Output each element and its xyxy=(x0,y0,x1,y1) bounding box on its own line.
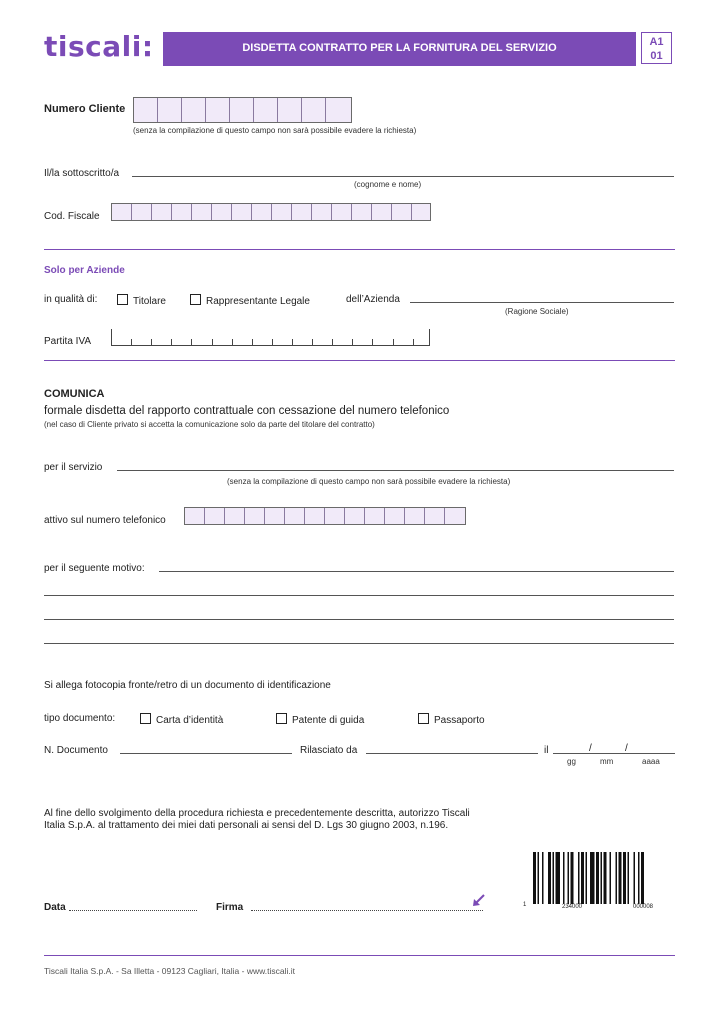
section-divider-1 xyxy=(44,249,675,250)
aziende-heading: Solo per Aziende xyxy=(44,265,125,276)
firma-field[interactable] xyxy=(251,910,483,911)
barcode-mid-digits: 234000 xyxy=(562,904,583,910)
azienda-field[interactable] xyxy=(410,302,674,303)
date-slash-2: / xyxy=(625,743,628,754)
barcode-bar xyxy=(604,852,607,904)
barcode xyxy=(533,852,675,904)
servizio-field[interactable] xyxy=(117,470,674,471)
numero-telefonico-label: attivo sul numero telefonico xyxy=(44,515,166,526)
patente-label: Patente di guida xyxy=(292,715,365,726)
barcode-right-digits: 000008 xyxy=(633,904,654,910)
tipo-documento-label: tipo documento: xyxy=(44,713,116,724)
sottoscritto-note: (cognome e nome) xyxy=(354,180,422,189)
passaporto-checkbox[interactable] xyxy=(418,713,429,724)
barcode-bar xyxy=(548,852,551,904)
barcode-left-digit: 1 xyxy=(523,902,527,908)
numero-cliente-label: Numero Cliente xyxy=(44,103,126,115)
data-field[interactable] xyxy=(69,910,197,911)
sottoscritto-field[interactable] xyxy=(132,176,674,177)
page-title: DISDETTA CONTRATTO PER LA FORNITURA DEL SERVIZIO xyxy=(242,42,557,54)
passaporto-label: Passaporto xyxy=(434,715,485,726)
servizio-label: per il servizio xyxy=(44,462,103,473)
form-code-line1: A1 xyxy=(649,36,664,48)
ragione-sociale-note: (Ragione Sociale) xyxy=(505,307,569,316)
rilasciato-label: Rilasciato da xyxy=(300,745,358,756)
patente-checkbox[interactable] xyxy=(276,713,287,724)
carta-identita-label: Carta d’identità xyxy=(156,715,224,726)
rappresentante-label: Rappresentante Legale xyxy=(206,296,310,307)
date-slash-1: / xyxy=(589,743,592,754)
n-documento-label: N. Documento xyxy=(44,745,108,756)
motivo-label: per il seguente motivo: xyxy=(44,563,145,574)
titolare-checkbox[interactable] xyxy=(117,294,128,305)
servizio-note: (senza la compilazione di questo campo non sarà possibile evadere la richiesta) xyxy=(227,477,511,486)
motivo-field-3[interactable] xyxy=(44,619,674,620)
comunica-heading: COMUNICA xyxy=(44,388,105,400)
numero-telefonico-field[interactable] xyxy=(184,507,466,525)
titolare-label: Titolare xyxy=(133,296,166,307)
qualita-label: in qualità di: xyxy=(44,294,98,305)
barcode-bar xyxy=(590,852,595,904)
comunica-line2: (nel caso di Cliente privato si accetta la comunicazione solo da parte del titolare del contratto) xyxy=(44,420,375,429)
n-documento-field[interactable] xyxy=(120,753,292,754)
carta-identita-option[interactable] xyxy=(140,713,223,726)
rappresentante-checkbox[interactable] xyxy=(190,294,201,305)
barcode-bar xyxy=(601,852,603,904)
patente-option[interactable] xyxy=(276,713,364,726)
barcode-bar xyxy=(568,852,570,904)
barcode-bar xyxy=(563,852,565,904)
barcode-bar xyxy=(628,852,630,904)
data-rilascio-label: il xyxy=(544,745,549,756)
barcode-bar xyxy=(641,852,644,904)
barcode-bar xyxy=(533,852,536,904)
footer-divider xyxy=(44,955,675,956)
cod-fiscale-label: Cod. Fiscale xyxy=(44,211,100,222)
barcode-bar xyxy=(553,852,555,904)
privacy-line2: Italia S.p.A. al trattamento dei miei dati personali ai sensi del D. Lgs 30 giugno 2003, n.196. xyxy=(44,820,449,831)
motivo-field-1[interactable] xyxy=(159,571,674,572)
form-code-line2: 01 xyxy=(650,50,663,62)
barcode-bar xyxy=(596,852,599,904)
barcode-bar xyxy=(556,852,561,904)
gg-label: gg xyxy=(567,757,576,766)
barcode-bar xyxy=(634,852,636,904)
numero-cliente-note: (senza la compilazione di questo campo non sarà possibile evadere la richiesta) xyxy=(133,126,417,135)
barcode-bar xyxy=(623,852,626,904)
barcode-bar xyxy=(610,852,612,904)
titolare-option[interactable] xyxy=(117,294,166,307)
barcode-bar xyxy=(581,852,584,904)
barcode-bar xyxy=(571,852,574,904)
azienda-label: dell’Azienda xyxy=(346,294,400,305)
barcode-bar xyxy=(619,852,622,904)
tiscali-logo: tiscali: xyxy=(44,30,154,63)
carta-identita-checkbox[interactable] xyxy=(140,713,151,724)
passaporto-option[interactable] xyxy=(418,713,485,726)
barcode-bar xyxy=(542,852,544,904)
sottoscritto-label: Il/la sottoscritto/a xyxy=(44,168,120,179)
aaaa-label: aaaa xyxy=(642,757,660,766)
barcode-bar xyxy=(578,852,580,904)
barcode-bar xyxy=(586,852,588,904)
mm-label: mm xyxy=(600,757,614,766)
privacy-line1: Al fine dello svolgimento della procedura richiesta e precedentemente descritta, autorizzo Tiscali xyxy=(44,808,470,819)
cod-fiscale-field[interactable] xyxy=(111,203,431,221)
barcode-bar xyxy=(616,852,618,904)
sign-here-arrow-icon xyxy=(472,893,486,907)
partita-iva-field[interactable] xyxy=(111,329,430,346)
data-rilascio-field[interactable] xyxy=(553,753,675,754)
footer-text: Tiscali Italia S.p.A. - Sa Illetta - 09123 Cagliari, Italia - www.tiscali.it xyxy=(44,966,295,976)
rappresentante-option[interactable] xyxy=(190,294,310,307)
rilasciato-field[interactable] xyxy=(366,753,538,754)
form-code-box xyxy=(641,32,672,64)
numero-cliente-field[interactable] xyxy=(133,97,352,123)
motivo-field-4[interactable] xyxy=(44,643,674,644)
motivo-field-2[interactable] xyxy=(44,595,674,596)
section-divider-2 xyxy=(44,360,675,361)
barcode-bar xyxy=(538,852,540,904)
allega-text: Si allega fotocopia fronte/retro di un documento di identificazione xyxy=(44,680,331,691)
comunica-line1: formale disdetta del rapporto contrattuale con cessazione del numero telefonico xyxy=(44,405,450,417)
firma-label: Firma xyxy=(216,902,244,913)
barcode-bar xyxy=(638,852,640,904)
partita-iva-label: Partita IVA xyxy=(44,336,92,347)
data-label: Data xyxy=(44,902,66,913)
